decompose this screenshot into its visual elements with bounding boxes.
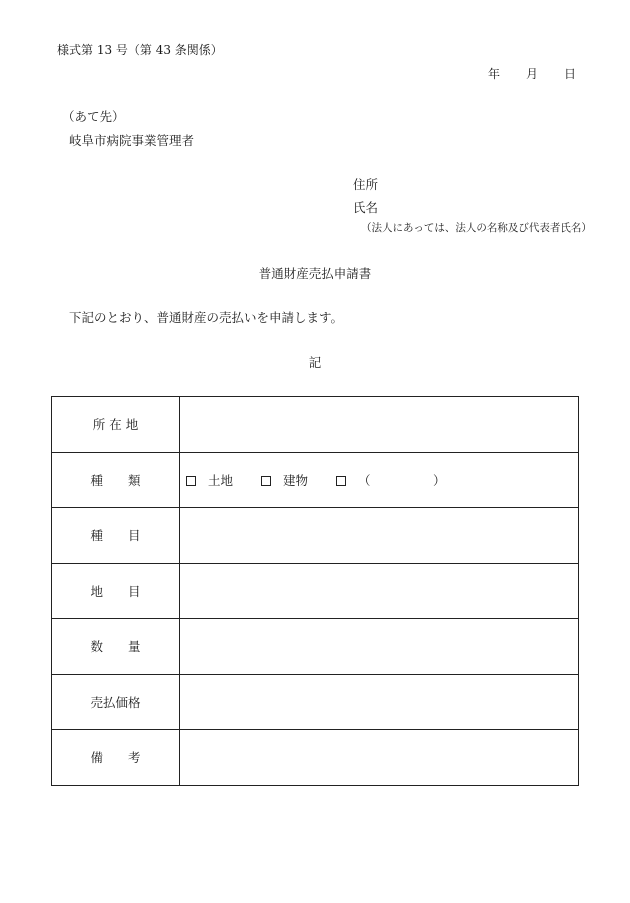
date-month: 月 <box>526 67 539 81</box>
option-land[interactable] <box>186 471 233 489</box>
label-remarks: 備 考 <box>52 730 180 786</box>
body-text: 下記のとおり、普通財産の売払いを申請します。 <box>69 310 344 325</box>
table-row <box>52 619 579 675</box>
label-type: 種 類 <box>52 452 180 508</box>
table-row <box>52 508 579 564</box>
document-title: 普通財産売払申請書 <box>258 266 372 281</box>
checkbox-other[interactable] <box>336 476 346 486</box>
addressee-label: （あて先） <box>62 109 125 124</box>
label-sale-price: 売払価格 <box>52 674 180 730</box>
detail-table <box>51 396 579 786</box>
table-row <box>52 730 579 786</box>
option-building-label: 建物 <box>283 472 309 488</box>
addressee-name: 岐阜市病院事業管理者 <box>69 133 195 148</box>
value-sale-price[interactable] <box>180 674 579 730</box>
date-year: 年 <box>488 67 501 81</box>
table-row <box>52 397 579 453</box>
table-row <box>52 452 579 508</box>
form-number: 様式第 13 号（第 43 条関係） <box>57 43 223 57</box>
option-land-label: 土地 <box>208 472 234 488</box>
option-other-label: （ ） <box>358 472 446 488</box>
checkbox-building[interactable] <box>261 476 271 486</box>
value-location[interactable] <box>180 397 579 453</box>
option-building[interactable] <box>261 471 308 489</box>
value-type <box>180 452 579 508</box>
option-other[interactable] <box>336 471 446 489</box>
label-category: 種 目 <box>52 508 180 564</box>
value-category[interactable] <box>180 508 579 564</box>
table-row <box>52 563 579 619</box>
applicant-address-label: 住所 <box>353 177 379 192</box>
label-quantity: 数 量 <box>52 619 180 675</box>
value-quantity[interactable] <box>180 619 579 675</box>
value-land-category[interactable] <box>180 563 579 619</box>
table-row <box>52 674 579 730</box>
checkbox-land[interactable] <box>186 476 196 486</box>
date-day: 日 <box>564 67 577 81</box>
label-land-category: 地 目 <box>52 563 180 619</box>
corporation-note: （法人にあっては、法人の名称及び代表者氏名） <box>361 222 592 234</box>
value-remarks[interactable] <box>180 730 579 786</box>
date-line <box>488 68 576 80</box>
label-location: 所 在 地 <box>52 397 180 453</box>
ki-heading: 記 <box>308 355 322 370</box>
applicant-name-label: 氏名 <box>353 200 379 215</box>
